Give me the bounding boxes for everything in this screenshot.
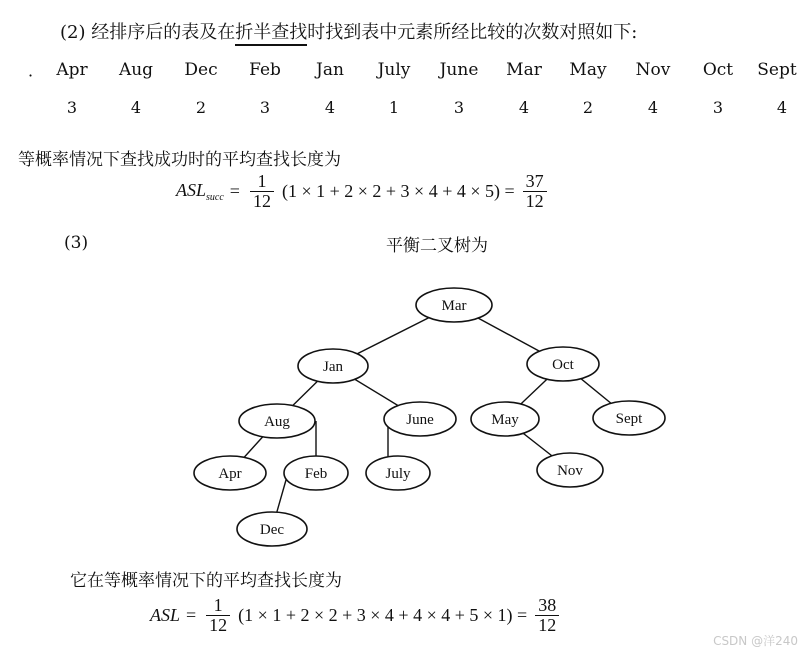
tree-node-aug xyxy=(239,404,315,438)
header-highlight: 折半查找 xyxy=(235,22,307,46)
header-suffix: 时找到表中元素所经比较的次数对照如下: xyxy=(307,22,638,43)
tree-node-label: Dec xyxy=(259,522,285,538)
tree-node-feb xyxy=(284,456,348,490)
month-label: July xyxy=(377,60,411,80)
comparison-count: 4 xyxy=(324,98,336,117)
formula-expression: (1 × 1 + 2 × 2 + 3 × 4 + 4 × 4 + 5 × 1) = xyxy=(238,604,528,625)
formula-expression: (1 × 1 + 2 × 2 + 3 × 4 + 4 × 5) = xyxy=(281,180,515,201)
asl-bal-formula xyxy=(150,596,563,635)
month-label: May xyxy=(569,60,607,80)
comparison-count: 3 xyxy=(259,98,271,117)
tree-node-label: Aug xyxy=(264,414,290,430)
result-denominator: 12 xyxy=(523,191,547,211)
month-label: Apr xyxy=(56,60,88,80)
tree-title: 平衡二叉树为 xyxy=(386,236,488,256)
header-prefix: (2) 经排序后的表及在 xyxy=(60,22,236,43)
tree-node-jan xyxy=(298,349,368,383)
tree-node-label: Mar xyxy=(441,298,467,314)
formula-fraction xyxy=(206,596,230,635)
result-denominator: 12 xyxy=(535,615,559,635)
comparison-count: 4 xyxy=(647,98,659,117)
result-numerator: 38 xyxy=(538,595,557,615)
tree-node-label: Nov xyxy=(557,463,583,479)
formula-lhs-text: ASL xyxy=(176,179,207,200)
comparison-count: 3 xyxy=(66,98,78,117)
result-numerator: 37 xyxy=(525,171,544,191)
balanced-binary-tree xyxy=(0,270,812,560)
formula-result xyxy=(523,172,547,211)
tree-node-oct xyxy=(527,347,599,381)
comparison-count: 4 xyxy=(518,98,530,117)
month-label: June xyxy=(439,60,479,80)
formula-result xyxy=(535,596,559,635)
asl-succ-intro: 等概率情况下查找成功时的平均查找长度为 xyxy=(18,150,341,170)
margin-dot: · xyxy=(28,66,34,85)
comparison-count: 4 xyxy=(776,98,788,117)
formula-lhs-subscript: succ xyxy=(206,191,224,203)
tree-node-nov xyxy=(537,453,603,487)
comparison-count: 2 xyxy=(195,98,207,117)
month-label: Sept xyxy=(757,60,797,80)
tree-node-label: Sept xyxy=(615,411,643,427)
comparison-count: 4 xyxy=(130,98,142,117)
month-label: Aug xyxy=(118,60,154,80)
month-label: Oct xyxy=(702,60,734,80)
tree-node-label: July xyxy=(385,466,411,482)
month-label: Mar xyxy=(506,60,542,80)
month-label: Feb xyxy=(249,60,281,80)
tree-node-label: May xyxy=(491,412,519,428)
fraction-denominator: 12 xyxy=(206,615,230,635)
comparison-count: 1 xyxy=(388,98,400,117)
fraction-denominator: 12 xyxy=(250,191,274,211)
formula-equals: = xyxy=(229,180,240,201)
tree-node-label: Jan xyxy=(323,359,343,375)
formula-lhs xyxy=(176,180,224,203)
tree-node-june xyxy=(384,402,456,436)
tree-node-label: Apr xyxy=(218,466,242,482)
month-label: Nov xyxy=(635,60,671,80)
section-2-header xyxy=(60,18,637,44)
tree-node-dec xyxy=(237,512,307,546)
month-label: Dec xyxy=(184,60,218,80)
tree-node-apr xyxy=(194,456,266,490)
fraction-numerator: 1 xyxy=(257,171,267,191)
tree-node-label: June xyxy=(406,412,434,428)
comparison-count: 3 xyxy=(453,98,465,117)
tree-node-july xyxy=(366,456,430,490)
tree-node-label: Feb xyxy=(304,466,328,482)
formula-lhs: ASL xyxy=(150,604,181,625)
tree-node-sept xyxy=(593,401,665,435)
formula-equals: = xyxy=(186,604,197,625)
comparison-count: 2 xyxy=(582,98,594,117)
fraction-numerator: 1 xyxy=(213,595,223,615)
month-label: Jan xyxy=(316,60,344,80)
tree-node-mar xyxy=(416,288,492,322)
csdn-watermark: CSDN @洋240 xyxy=(713,634,798,648)
part-3-label: (3) xyxy=(64,233,89,253)
formula-fraction xyxy=(250,172,274,211)
asl-succ-formula xyxy=(176,172,551,211)
tree-node-label: Oct xyxy=(552,357,574,373)
asl-bal-intro: 它在等概率情况下的平均查找长度为 xyxy=(70,571,342,591)
tree-node-may xyxy=(471,402,539,436)
comparison-count: 3 xyxy=(712,98,724,117)
